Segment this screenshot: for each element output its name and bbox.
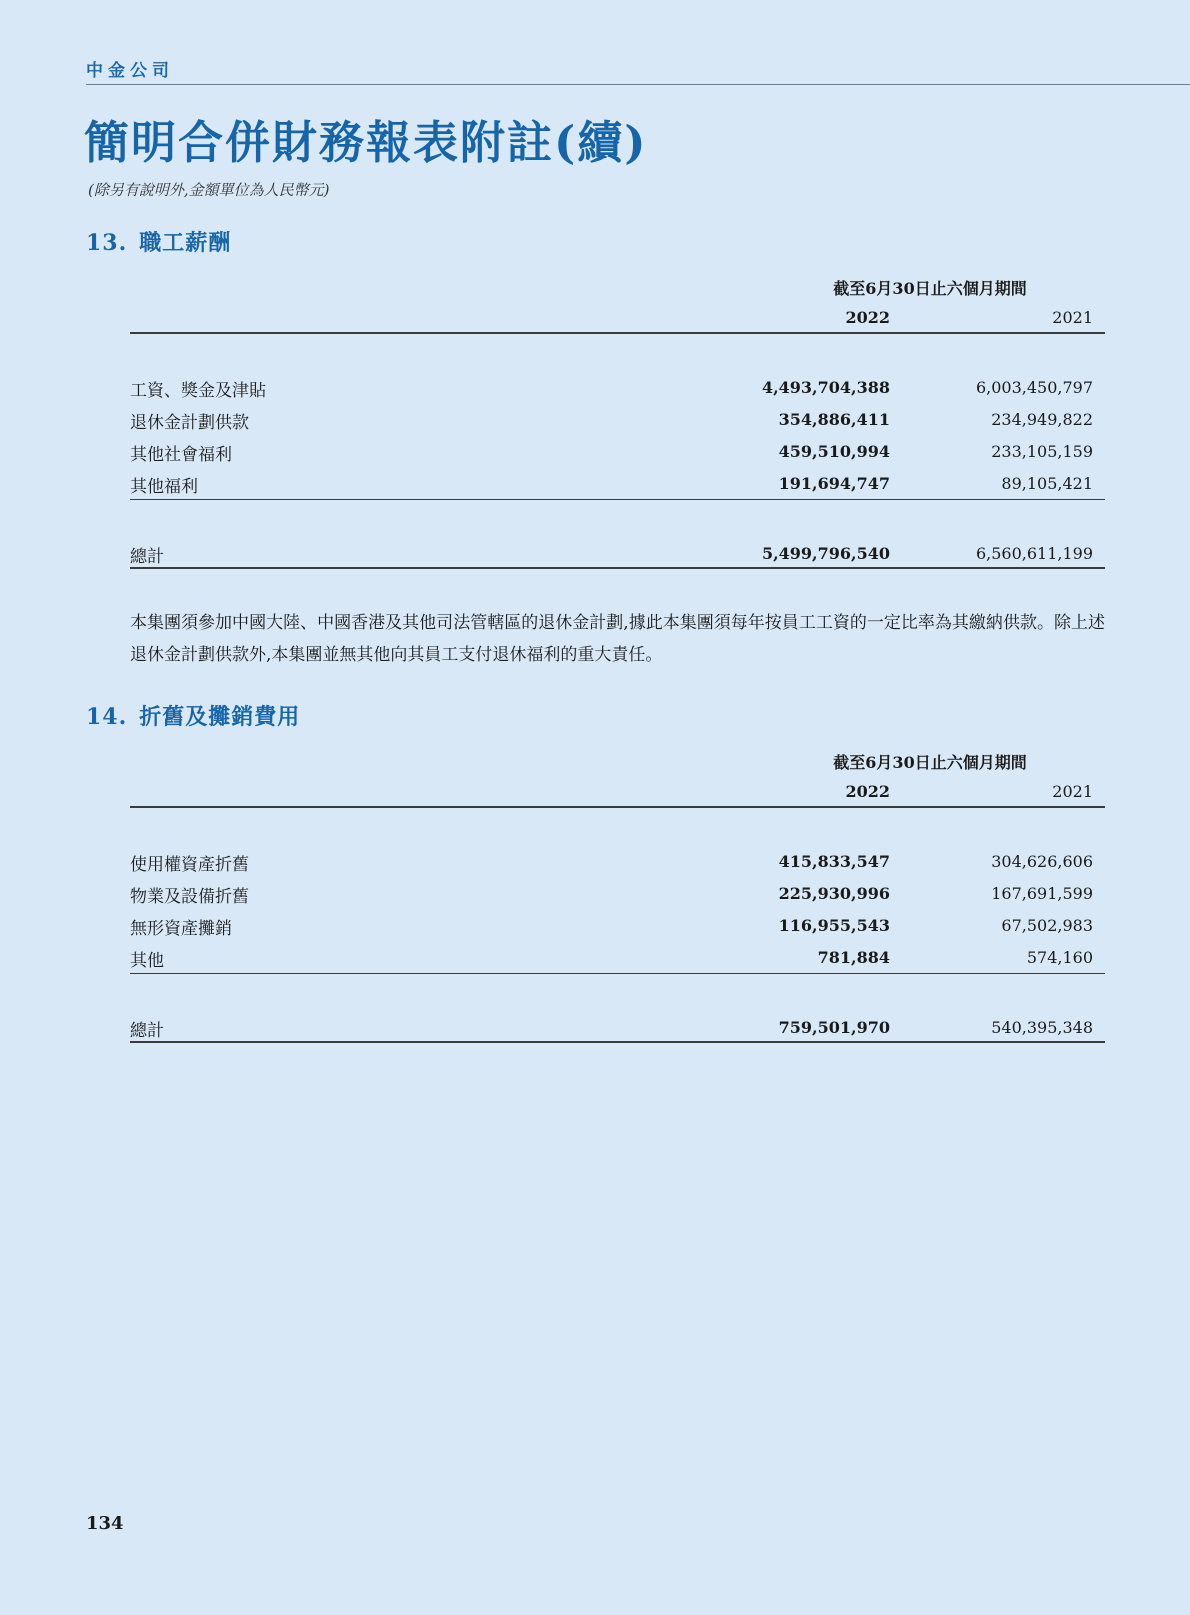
table-row — [130, 440, 1105, 466]
table-row — [130, 946, 1105, 972]
total-2021: 6,560,611,199 — [975, 544, 1093, 563]
section-14-number: 14. — [86, 704, 128, 730]
total-label: 總計 — [130, 547, 164, 567]
value-2022: 191,694,747 — [778, 474, 890, 493]
currency-note: (除另有說明外,金額單位為人民幣元) — [88, 181, 330, 199]
value-2022: 4,493,704,388 — [761, 378, 890, 397]
total-rule — [130, 567, 1105, 569]
total-row — [130, 542, 1105, 568]
section-14-title: 折舊及攤銷費用 — [139, 704, 301, 730]
value-2021: 304,626,606 — [991, 852, 1093, 871]
section-13-title: 職工薪酬 — [139, 230, 232, 256]
total-rule — [130, 1041, 1105, 1043]
row-label: 工資、獎金及津貼 — [130, 381, 266, 401]
value-2021: 233,105,159 — [991, 442, 1093, 461]
value-2021: 67,502,983 — [1001, 916, 1093, 935]
table-row — [130, 376, 1105, 402]
period-label: 截至6月30日止六個月期間 — [833, 279, 1027, 298]
value-2021: 574,160 — [1026, 948, 1093, 967]
row-label: 無形資產攤銷 — [130, 919, 232, 939]
table-row — [130, 408, 1105, 434]
section-14-heading — [86, 700, 300, 731]
year-header — [130, 308, 1105, 328]
page-number: 134 — [86, 1513, 124, 1534]
value-2022: 116,955,543 — [778, 916, 890, 935]
table-row — [130, 472, 1105, 498]
page-title: 簡明合併財務報表附註(續) — [84, 116, 648, 169]
value-2021: 234,949,822 — [991, 410, 1093, 429]
year-2022-header: 2022 — [845, 782, 890, 801]
year-2021-header: 2021 — [1052, 308, 1093, 327]
value-2022: 354,886,411 — [778, 410, 890, 429]
table-row — [130, 914, 1105, 940]
header-rule — [130, 332, 1105, 334]
value-2021: 89,105,421 — [1001, 474, 1093, 493]
total-2022: 5,499,796,540 — [761, 544, 890, 563]
total-2021: 540,395,348 — [991, 1018, 1093, 1037]
company-name: 中金公司 — [86, 61, 174, 81]
value-2022: 459,510,994 — [778, 442, 890, 461]
subtotal-rule — [130, 499, 1105, 500]
value-2022: 415,833,547 — [778, 852, 890, 871]
row-label: 其他社會福利 — [130, 445, 232, 465]
value-2022: 781,884 — [817, 948, 890, 967]
section-13-heading — [86, 226, 231, 257]
section-13-number: 13. — [86, 230, 128, 256]
year-header — [130, 782, 1105, 802]
table-row — [130, 882, 1105, 908]
header-rule — [130, 806, 1105, 808]
period-label: 截至6月30日止六個月期間 — [833, 753, 1027, 772]
total-label: 總計 — [130, 1021, 164, 1041]
value-2021: 167,691,599 — [991, 884, 1093, 903]
row-label: 其他 — [130, 951, 164, 971]
value-2022: 225,930,996 — [778, 884, 890, 903]
row-label: 使用權資產折舊 — [130, 855, 249, 875]
row-label: 物業及設備折舊 — [130, 887, 249, 907]
value-2021: 6,003,450,797 — [975, 378, 1093, 397]
year-2021-header: 2021 — [1052, 782, 1093, 801]
total-row — [130, 1016, 1105, 1042]
table-row — [130, 850, 1105, 876]
row-label: 其他福利 — [130, 477, 198, 497]
subtotal-rule — [130, 973, 1105, 974]
row-label: 退休金計劃供款 — [130, 413, 249, 433]
year-2022-header: 2022 — [845, 308, 890, 327]
header-divider — [86, 84, 1190, 85]
total-2022: 759,501,970 — [778, 1018, 890, 1037]
retirement-note: 本集團須參加中國大陸、中國香港及其他司法管轄區的退休金計劃,據此本集團須每年按員工工資的一定比率為其繳納供款。除上述退休金計劃供款外,本集團並無其他向其員工支付退休福利的重大責任。 — [130, 613, 1105, 665]
